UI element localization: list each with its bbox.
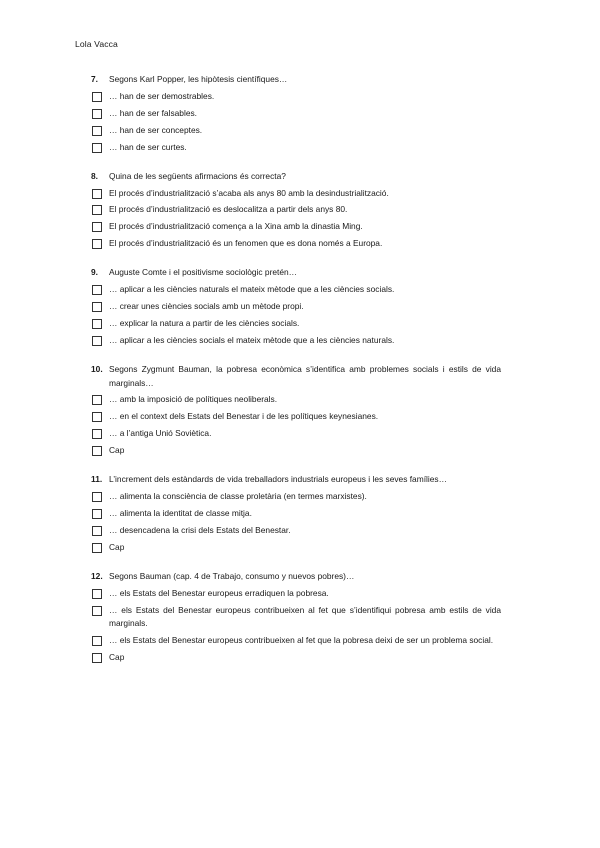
option-label: … els Estats del Benestar europeus erradiquen la pobresa. <box>109 587 329 598</box>
checkbox-icon[interactable] <box>92 636 102 646</box>
answer-option[interactable] <box>91 507 501 521</box>
answer-option[interactable] <box>91 187 501 201</box>
question-list <box>91 73 501 680</box>
question-number: 12. <box>91 570 103 581</box>
option-label: Cap <box>109 541 125 552</box>
checkbox-icon[interactable] <box>92 143 102 153</box>
question-header <box>91 363 501 390</box>
question-text: Segons Bauman (cap. 4 de Trabajo, consumo y nuevos pobres)… <box>109 570 355 581</box>
answer-option[interactable] <box>91 334 501 348</box>
question-header <box>91 266 501 280</box>
option-label: … aplicar a les ciències socials el mateix mètode que a les ciències naturals. <box>109 334 395 345</box>
option-label: … alimenta la identitat de classe mitja. <box>109 508 252 518</box>
answer-option[interactable] <box>91 524 501 538</box>
checkbox-icon[interactable] <box>92 205 102 215</box>
option-label: El procés d’industrialització comença a la Xina amb la dinastia Ming. <box>109 221 363 232</box>
answer-option[interactable] <box>91 124 501 138</box>
checkbox-icon[interactable] <box>92 653 102 663</box>
question-8 <box>91 170 501 251</box>
checkbox-icon[interactable] <box>92 302 102 312</box>
answer-option[interactable] <box>91 587 501 601</box>
question-number: 11. <box>91 474 103 485</box>
question-number: 9. <box>91 267 98 278</box>
question-header <box>91 570 501 584</box>
checkbox-icon[interactable] <box>92 509 102 519</box>
question-header <box>91 473 501 487</box>
question-9 <box>91 266 501 347</box>
checkbox-icon[interactable] <box>92 589 102 599</box>
option-label: … amb la imposició de polítiques neoliberals. <box>109 394 278 405</box>
question-text: Segons Karl Popper, les hipòtesis científiques… <box>109 74 288 84</box>
option-label: … aplicar a les ciències naturals el mateix mètode que a les ciències socials. <box>109 284 395 295</box>
option-label: Cap <box>109 445 125 456</box>
answer-option[interactable] <box>91 90 501 104</box>
question-number: 7. <box>91 74 98 84</box>
question-text: L’increment dels estàndards de vida treballadors industrials europeus i les seves famílies… <box>109 474 447 485</box>
option-label: … els Estats del Benestar europeus contribueixen al fet que s’identifiqui pobresa amb estils de vida marginals. <box>109 604 501 629</box>
question-text: Segons Zygmunt Bauman, la pobresa econòmica s’identifica amb problemes socials i estils de vida marginals… <box>109 363 501 388</box>
answer-option[interactable] <box>91 651 501 665</box>
checkbox-icon[interactable] <box>92 446 102 456</box>
checkbox-icon[interactable] <box>92 412 102 422</box>
checkbox-icon[interactable] <box>92 285 102 295</box>
answer-option[interactable] <box>91 107 501 121</box>
checkbox-icon[interactable] <box>92 92 102 102</box>
checkbox-icon[interactable] <box>92 492 102 502</box>
option-label: … han de ser demostrables. <box>109 90 215 101</box>
checkbox-icon[interactable] <box>92 336 102 346</box>
answer-option[interactable] <box>91 604 501 631</box>
question-12 <box>91 570 501 665</box>
option-label: … a l’antiga Unió Soviètica. <box>109 428 212 439</box>
answer-option[interactable] <box>91 220 501 234</box>
option-label: … explicar la natura a partir de les ciències socials. <box>109 317 300 328</box>
checkbox-icon[interactable] <box>92 109 102 119</box>
question-number: 8. <box>91 170 98 181</box>
option-label: … en el context dels Estats del Benestar i de les polítiques keynesianes. <box>109 411 379 422</box>
checkbox-icon[interactable] <box>92 606 102 616</box>
answer-option[interactable] <box>91 393 501 407</box>
answer-option[interactable] <box>91 444 501 458</box>
answer-option[interactable] <box>91 203 501 217</box>
question-text: Quina de les següents afirmacions és correcta? <box>109 170 286 181</box>
answer-option[interactable] <box>91 141 501 155</box>
answer-option[interactable] <box>91 634 501 648</box>
option-label: El procés d’industrialització és un fenomen que es dona només a Europa. <box>109 238 383 249</box>
question-text: Auguste Comte i el positivisme sociològic pretén… <box>109 267 298 278</box>
option-label: El procés d’industrialització s’acaba als anys 80 amb la desindustrialització. <box>109 187 389 198</box>
checkbox-icon[interactable] <box>92 395 102 405</box>
option-label: … han de ser curtes. <box>109 141 187 152</box>
option-label: El procés d’industrialització es deslocalitza a partir dels anys 80. <box>109 204 348 215</box>
answer-option[interactable] <box>91 427 501 441</box>
checkbox-icon[interactable] <box>92 222 102 232</box>
checkbox-icon[interactable] <box>92 239 102 249</box>
answer-option[interactable] <box>91 283 501 297</box>
author-name: Lola Vacca <box>75 39 118 49</box>
checkbox-icon[interactable] <box>92 126 102 136</box>
answer-option[interactable] <box>91 300 501 314</box>
checkbox-icon[interactable] <box>92 526 102 536</box>
option-label: … han de ser conceptes. <box>109 124 203 135</box>
option-label: … desencadena la crisi dels Estats del Benestar. <box>109 524 291 535</box>
answer-option[interactable] <box>91 490 501 504</box>
question-11 <box>91 473 501 554</box>
checkbox-icon[interactable] <box>92 189 102 199</box>
checkbox-icon[interactable] <box>92 543 102 553</box>
option-label: … alimenta la consciència de classe proletària (en termes marxistes). <box>109 491 367 502</box>
answer-option[interactable] <box>91 317 501 331</box>
question-header <box>91 73 501 87</box>
answer-option[interactable] <box>91 541 501 555</box>
checkbox-icon[interactable] <box>92 319 102 329</box>
question-number: 10. <box>91 363 103 374</box>
checkbox-icon[interactable] <box>92 429 102 439</box>
answer-option[interactable] <box>91 410 501 424</box>
option-label: Cap <box>109 652 125 663</box>
option-label: … crear unes ciències socials amb un mètode propi. <box>109 301 304 312</box>
option-label: … han de ser falsables. <box>109 107 197 118</box>
option-label: … els Estats del Benestar europeus contribueixen al fet que la pobresa deixi de ser un problema social. <box>109 635 494 646</box>
question-header <box>91 170 501 184</box>
question-7 <box>91 73 501 154</box>
question-10 <box>91 363 501 458</box>
answer-option[interactable] <box>91 237 501 251</box>
